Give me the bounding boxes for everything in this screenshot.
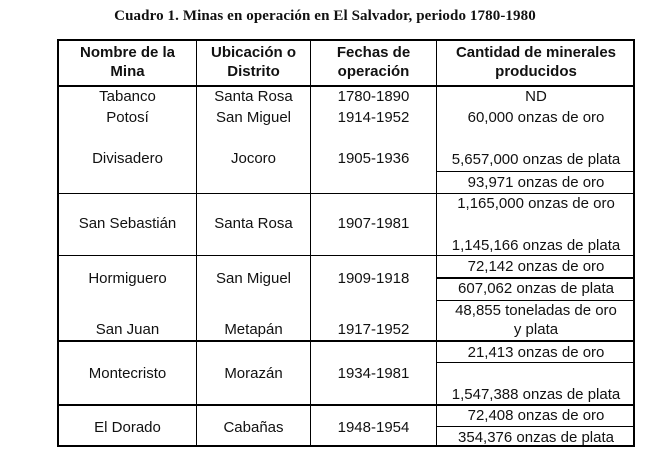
mine-location: Jocoro [230,150,277,167]
mine-location: Santa Rosa [214,215,293,232]
mine-minerals: 1,165,000 onzas de oro [457,195,615,212]
mine-dates: 1948-1954 [337,419,410,436]
mine-location: San Miguel [215,270,292,287]
mine-location: Morazán [224,365,283,382]
mine-name: San Juan [95,321,160,338]
mine-name: Tabanco [99,88,156,105]
header-text: Distrito [227,63,280,80]
mine-minerals: 93,971 onzas de oro [467,174,605,191]
mine-dates: 1780-1890 [337,88,410,105]
mine-minerals: 72,142 onzas de oro [467,258,605,275]
header-text: Ubicación o [210,44,296,61]
cell-divider [437,426,633,427]
mine-location: San Miguel [215,109,292,126]
table-title: Cuadro 1. Minas en operación en El Salvador, periodo 1780-1980 [114,8,536,24]
mine-minerals: 21,413 onzas de oro [467,344,605,361]
mine-location: Santa Rosa [214,88,293,105]
mine-minerals: 607,062 onzas de plata [458,280,614,297]
mine-minerals: 1,547,388 onzas de plata [451,386,621,403]
mine-name: Montecristo [88,365,167,382]
header-text: Mina [110,63,145,80]
header-ubicacion [197,43,310,81]
mine-dates: 1907-1981 [337,215,410,232]
header-mina [59,43,196,81]
mine-dates: 1905-1936 [337,150,410,167]
mine-location: Cabañas [223,419,284,436]
header-text: Cantidad de minerales [455,44,617,61]
mines-table [57,39,635,447]
cell-divider [437,171,633,172]
mine-minerals: ND [525,88,547,105]
cell-divider [437,362,633,363]
header-text: Nombre de la [79,44,176,61]
mine-name: Hormiguero [88,270,167,287]
header-text: producidos [495,63,577,80]
mine-dates: 1917-1952 [337,321,410,338]
header-cantidad [437,43,635,81]
mine-dates: 1914-1952 [337,109,410,126]
mine-dates: 1909-1918 [337,270,410,287]
mine-minerals: 60,000 onzas de oro [467,109,605,126]
mine-name: San Sebastián [78,215,177,232]
mine-minerals: 5,657,000 onzas de plata [451,151,621,168]
mine-name: El Dorado [94,419,161,436]
mine-location: Metapán [224,321,283,338]
mine-minerals: 1,145,166 onzas de plata [451,237,621,254]
mine-name: Divisadero [92,150,163,167]
header-text: Fechas de [336,44,411,61]
mine-minerals: 72,408 onzas de oro [467,407,605,424]
mine-dates: 1934-1981 [337,365,410,382]
mine-minerals: 354,376 onzas de plata [458,429,614,446]
row-divider [59,340,633,342]
mine-name: Potosí [106,109,149,126]
mine-minerals: y plata [513,321,559,338]
header-text: operación [337,63,410,80]
mine-minerals: 48,855 toneladas de oro [455,302,617,319]
header-fechas [311,43,436,81]
row-divider [59,255,633,256]
